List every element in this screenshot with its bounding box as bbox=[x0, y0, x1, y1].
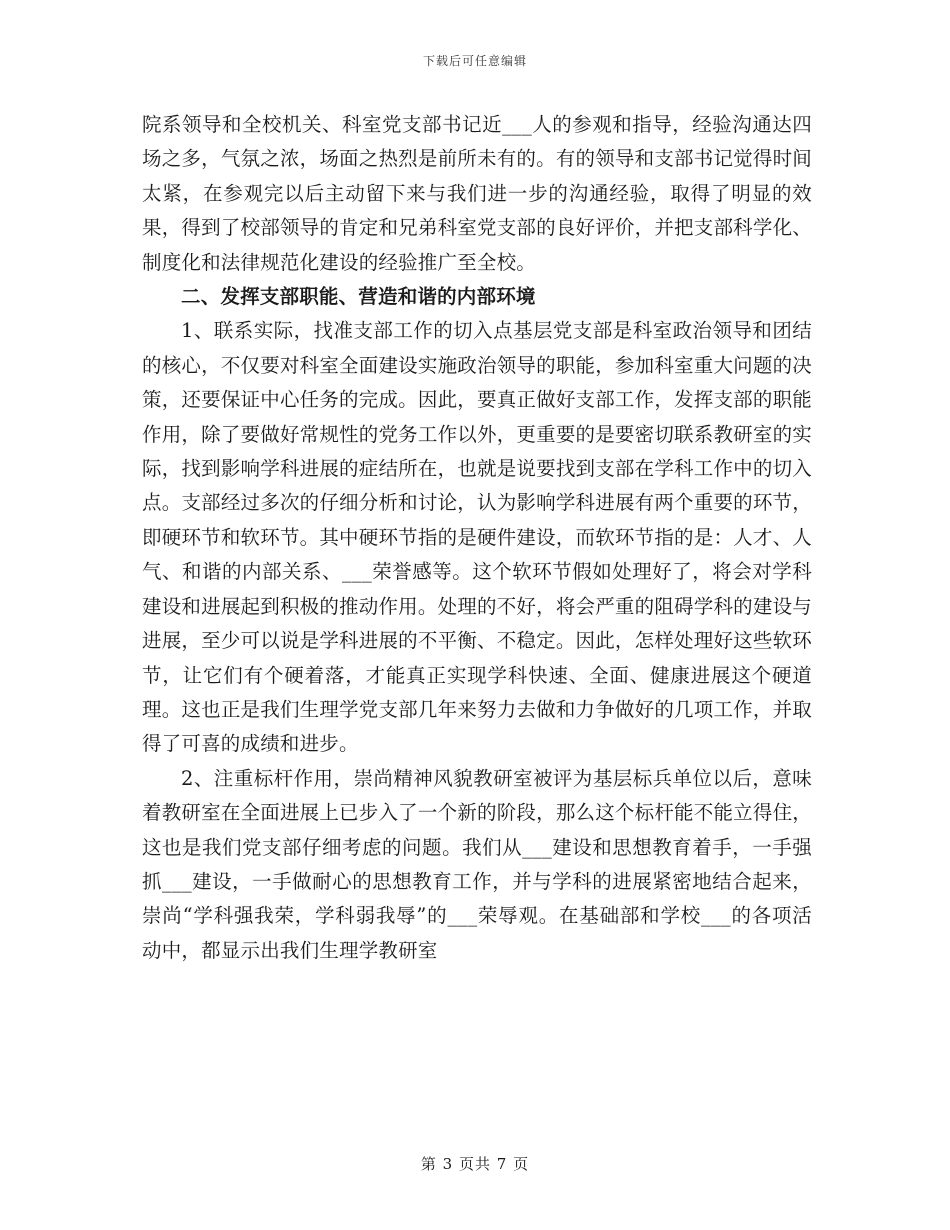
paragraph-continued: 院系领导和全校机关、科室党支部书记近___人的参观和指导，经验沟通达四场之多，气氛之浓，场面之热烈是前所未有的。有的领导和支部书记觉得时间太紧，在参观完以后主动留下来与我们进一步的沟通经验，取得了明显的效果，得到了校部领导的肯定和兄弟科室党支部的良好评价，并把支部科学化、制度化和法律规范化建设的经验推广至全校。 bbox=[142, 113, 812, 274]
header-note: 下载后可任意编辑 bbox=[422, 54, 527, 68]
paragraph-item-2: 2、注重标杆作用，崇尚精神风貌教研室被评为基层标兵单位以后，意味着教研室在全面进展上已步入了一个新的阶段，那么这个标杆能不能立得住，这也是我们党支部仔细考虑的问题。我们从___建设和思想教育着手，一手强抓___建设，一手做耐心的思想教育工作，并与学科的进展紧密地结合起来，崇尚“学科强我荣，学科弱我辱”的___荣辱观。在基础部和学校___的各项活动中，都显示出我们生理学教研室 bbox=[142, 766, 812, 962]
paragraph-item-1: 1、联系实际，找准支部工作的切入点基层党支部是科室政治领导和团结的核心，不仅要对科室全面建设实施政治领导的职能，参加科室重大问题的决策，还要保证中心任务的完成。因此，要真正做好支部工作，发挥支部的职能作用，除了要做好常规性的党务工作以外，更重要的是要密切联系教研室的实际，找到影响学科进展的症结所在，也就是说要找到支部在学科工作中的切入点。支部经过多次的仔细分析和讨论，认为影响学科进展有两个重要的环节，即硬环节和软环节。其中硬环节指的是硬件建设，而软环节指的是：人才、人气、和谐的内部关系、___荣誉感等。这个软环节假如处理好了，将会对学科建设和进展起到积极的推动作用。处理的不好，将会严重的阻碍学科的建设与进展，至少可以说是学科进展的不平衡、不稳定。因此，怎样处理好这些软环节，让它们有个硬着落，才能真正实现学科快速、全面、健康进展这个硬道理。这也正是我们生理学党支部几年来努力去做和力争做好的几项工作，并取得了可喜的成绩和进步。 bbox=[142, 319, 812, 756]
page-number-footer: 第 3 页共 7 页 bbox=[420, 1155, 530, 1173]
document-body bbox=[142, 108, 812, 968]
section-heading: 二、发挥支部职能、营造和谐的内部环境 bbox=[181, 285, 536, 309]
